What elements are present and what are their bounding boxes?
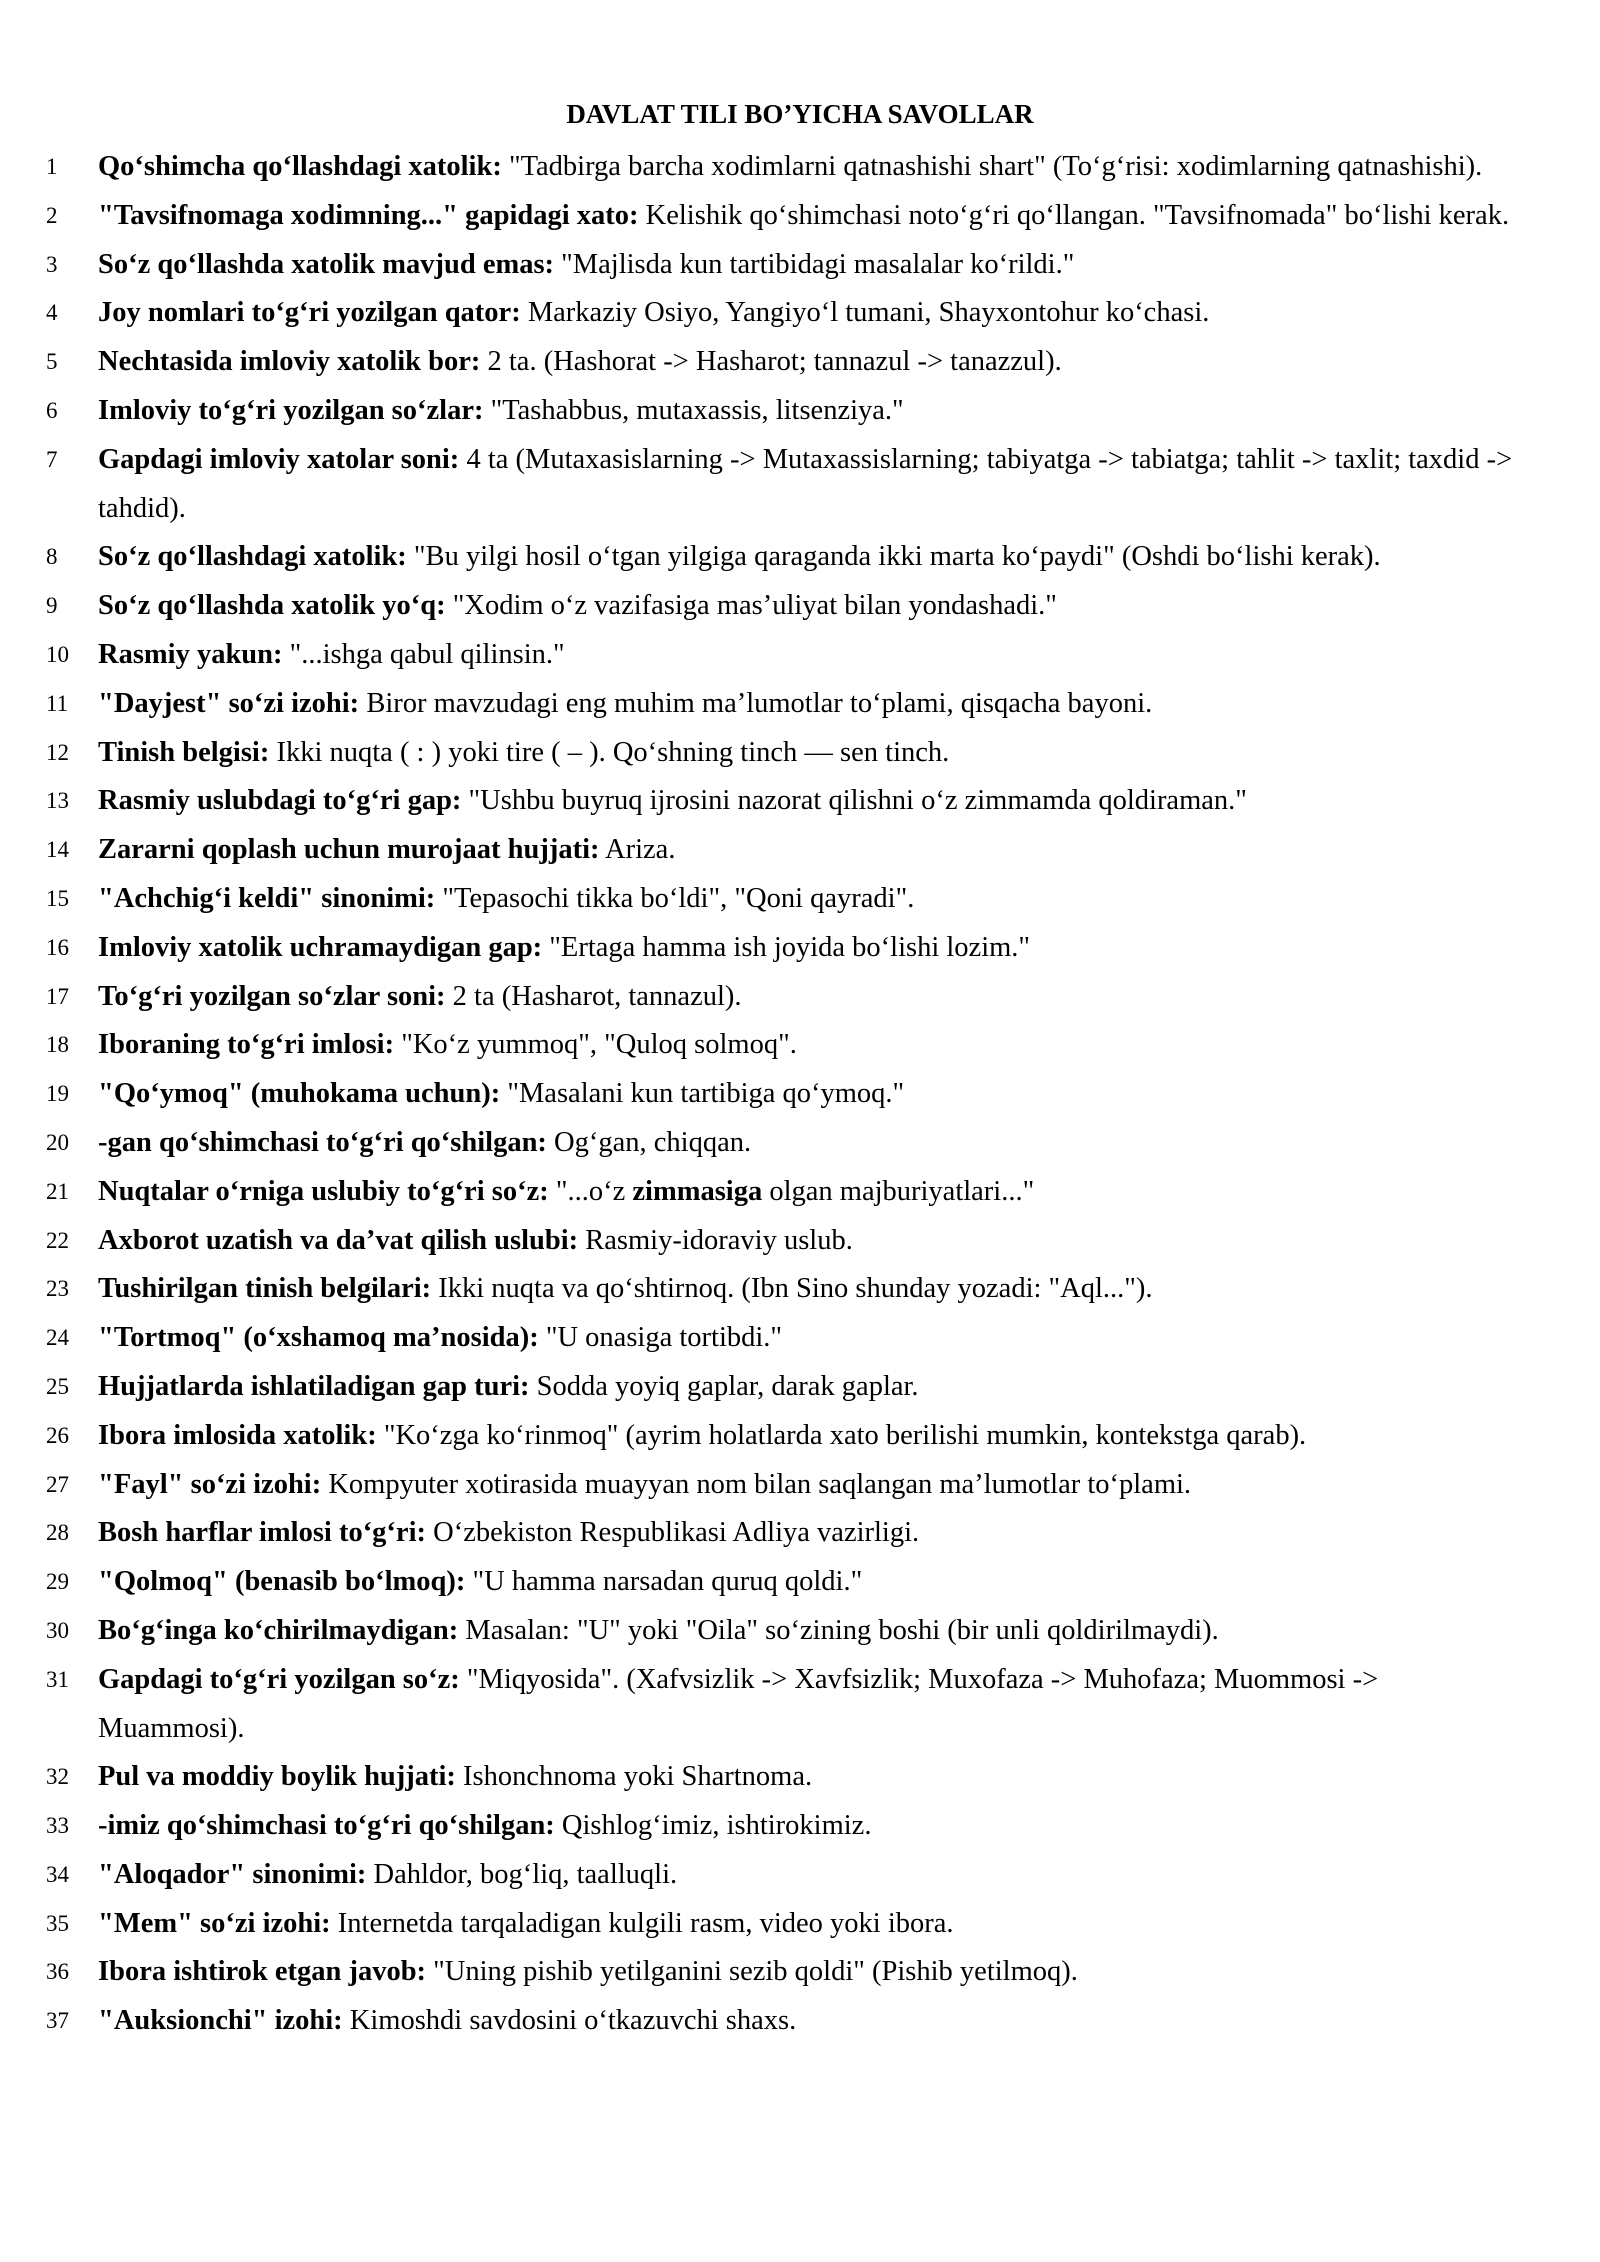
question-answer: "Masalani kun tartibiga qo‘ymoq." — [507, 1078, 905, 1110]
question-item — [46, 1509, 1516, 1558]
question-number: 1 — [46, 154, 58, 179]
question-number: 6 — [46, 397, 58, 423]
question-answer — [556, 1176, 1034, 1207]
question-label: Qo‘shimcha qo‘llashdagi xatolik: — [98, 151, 502, 182]
question-label: Nuqtalar o‘rniga uslubiy to‘g‘ri so‘z: — [98, 1175, 549, 1207]
question-answer: "Ko‘zga ko‘rinmoq" (ayrim holatlarda xato berilishi mumkin, kontekstga qarab). — [383, 1419, 1307, 1451]
question-number: 29 — [46, 1569, 69, 1595]
question-answer: "Ushbu buyruq ijrosini nazorat qilishni o‘z zimmamda qoldiraman." — [468, 785, 1247, 817]
question-number: 34 — [46, 1861, 69, 1887]
question-label: "Tortmoq" (o‘xshamoq ma’nosida): — [98, 1322, 539, 1354]
question-item — [46, 1753, 1516, 1802]
question-answer: "Uning pishib yetilganini sezib qoldi" (Pishib yetilmoq). — [433, 1956, 1078, 1988]
question-answer: Ikki nuqta va qo‘shtirnoq. (Ibn Sino shunday yozadi: "Aql..."). — [438, 1273, 1153, 1305]
question-label: "Aloqador" sinonimi: — [98, 1858, 367, 1890]
question-answer: Masalan: "U" yoki "Oila" so‘zining boshi (bir unli qoldirilmaydi). — [465, 1614, 1219, 1646]
question-label: Ibora imlosida xatolik: — [98, 1419, 377, 1451]
question-item — [46, 1607, 1516, 1656]
question-answer: Ariza. — [605, 834, 676, 866]
question-item — [46, 582, 1516, 631]
question-answer: "Miqyosida". (Xafvsizlik -> Xavfsizlik; Muxofaza -> Muhofaza; Muommosi -> Muammosi). — [98, 1663, 1379, 1744]
question-number: 17 — [46, 983, 69, 1009]
question-item — [46, 680, 1516, 729]
question-number: 24 — [46, 1325, 69, 1351]
question-answer: 2 ta. (Hashorat -> Hasharot; tannazul -> tanazzul). — [487, 346, 1062, 378]
question-label: Nechtasida imloviy xatolik bor: — [98, 346, 481, 378]
question-label: Tinish belgisi: — [98, 736, 270, 768]
question-label: So‘z qo‘llashda xatolik yo‘q: — [98, 590, 446, 622]
question-item — [46, 241, 1516, 290]
question-answer: "Tadbirga barcha xodimlarni qatnashishi shart" (To‘g‘risi: xodimlarning qatnashishi). — [508, 151, 1483, 182]
question-label: Tushirilgan tinish belgilari: — [98, 1273, 432, 1305]
question-answer: "Bu yilgi hosil o‘tgan yilgiga qaraganda ikki marta ko‘paydi" (Oshdi bo‘lishi kerak). — [413, 541, 1381, 573]
question-answer: Kompyuter xotirasida muayyan nom bilan saqlangan ma’lumotlar to‘plami. — [328, 1468, 1192, 1500]
question-label: Axborot uzatish va da’vat qilish uslubi: — [98, 1224, 579, 1256]
question-item — [46, 1997, 1516, 2046]
question-item — [46, 1265, 1516, 1314]
question-item — [46, 875, 1516, 924]
question-answer: "Tepasochi tikka bo‘ldi", "Qoni qayradi". — [442, 882, 915, 914]
question-number: 37 — [46, 2008, 69, 2034]
question-item — [46, 387, 1516, 436]
question-item — [46, 631, 1516, 680]
question-number: 20 — [46, 1129, 69, 1155]
question-number: 26 — [46, 1422, 69, 1448]
question-number: 35 — [46, 1910, 69, 1936]
question-label: -gan qo‘shimchasi to‘g‘ri qo‘shilgan: — [98, 1126, 547, 1158]
question-item — [46, 924, 1516, 973]
question-answer: Markaziy Osiyo, Yangiyo‘l tumani, Shayxontohur ko‘chasi. — [527, 297, 1210, 329]
question-number: 31 — [46, 1666, 69, 1692]
question-answer: Ikki nuqta ( : ) yoki tire ( – ). Qo‘shning tinch — sen tinch. — [276, 736, 950, 768]
question-label: Iboraning to‘g‘ri imlosi: — [98, 1029, 395, 1061]
question-answer: Ishonchnoma yoki Shartnoma. — [463, 1761, 813, 1793]
question-label: -imiz qo‘shimchasi to‘g‘ri qo‘shilgan: — [98, 1810, 555, 1842]
question-item — [46, 1363, 1516, 1412]
question-number: 16 — [46, 934, 69, 960]
question-label: Gapdagi imloviy xatolar soni: — [98, 443, 460, 475]
question-label: Ibora ishtirok etgan javob: — [98, 1956, 427, 1988]
question-label: So‘z qo‘llashdagi xatolik: — [98, 541, 407, 573]
question-item — [46, 826, 1516, 875]
question-label: "Auksionchi" izohi: — [98, 2005, 343, 2037]
question-answer: Internetda tarqaladigan kulgili rasm, video yoki ibora. — [337, 1907, 954, 1939]
question-item — [46, 777, 1516, 826]
question-answer: Qishlog‘imiz, ishtirokimiz. — [561, 1810, 872, 1842]
question-item — [46, 1314, 1516, 1363]
question-number: 18 — [46, 1032, 69, 1058]
question-label: Imloviy to‘g‘ri yozilgan so‘zlar: — [98, 394, 484, 426]
answer-text: olgan majburiyatlari..." — [762, 1175, 1035, 1207]
question-number: 14 — [46, 837, 69, 863]
question-label: "Qo‘ymoq" (muhokama uchun): — [98, 1078, 501, 1110]
question-label: Imloviy xatolik uchramaydigan gap: — [98, 931, 543, 963]
question-number: 22 — [46, 1227, 69, 1253]
question-number: 27 — [46, 1471, 69, 1497]
question-number: 30 — [46, 1617, 69, 1643]
question-answer: Kimoshdi savdosini o‘tkazuvchi shaxs. — [349, 2005, 797, 2037]
question-number: 12 — [46, 739, 69, 765]
question-number: 25 — [46, 1373, 69, 1399]
question-label: "Fayl" so‘zi izohi: — [98, 1468, 322, 1500]
question-number: 19 — [46, 1081, 69, 1107]
question-item — [46, 533, 1516, 582]
question-label: Rasmiy yakun: — [98, 638, 283, 670]
question-answer: Rasmiy-idoraviy uslub. — [585, 1224, 853, 1256]
question-answer: 4 ta (Mutaxasislarning -> Mutaxassislarning; tabiyatga -> tabiatga; tahlit -> taxlit; taxdid -> tahdid). — [98, 443, 1513, 524]
question-answer: "Xodim o‘z vazifasiga mas’uliyat bilan yondashadi." — [452, 590, 1057, 622]
answer-emphasis: zimmasiga — [632, 1175, 763, 1207]
question-label: Hujjatlarda ishlatiladigan gap turi: — [98, 1370, 530, 1402]
question-item — [46, 143, 1516, 192]
question-number: 28 — [46, 1520, 69, 1546]
question-label: Pul va moddiy boylik hujjati: — [98, 1761, 456, 1793]
question-number: 21 — [46, 1178, 69, 1204]
question-item — [46, 338, 1516, 387]
question-item — [46, 1948, 1516, 1997]
question-number: 8 — [46, 544, 58, 570]
question-label: Zararni qoplash uchun murojaat hujjati: — [98, 834, 600, 866]
question-answer: "Ko‘z yummoq", "Quloq solmoq". — [401, 1029, 797, 1061]
question-number: 7 — [46, 446, 58, 472]
question-item — [46, 1656, 1516, 1754]
question-answer: Dahldor, bog‘liq, taalluqli. — [373, 1858, 678, 1890]
question-number: 32 — [46, 1764, 69, 1790]
question-number: 33 — [46, 1813, 69, 1839]
question-item — [46, 1070, 1516, 1119]
question-number: 9 — [46, 593, 58, 619]
question-item — [46, 1558, 1516, 1607]
question-label: Rasmiy uslubdagi to‘g‘ri gap: — [98, 785, 462, 817]
question-label: Gapdagi to‘g‘ri yozilgan so‘z: — [98, 1663, 460, 1695]
question-answer: Sodda yoyiq gaplar, darak gaplar. — [536, 1370, 919, 1402]
question-answer: Og‘gan, chiqqan. — [554, 1126, 752, 1158]
question-item — [46, 729, 1516, 778]
question-answer: Kelishik qo‘shimchasi noto‘g‘ri qo‘llangan. "Tavsifnomada" bo‘lishi kerak. — [645, 199, 1510, 231]
question-item — [46, 1412, 1516, 1461]
question-answer: 2 ta (Hasharot, tannazul). — [452, 980, 742, 1012]
question-item — [46, 1461, 1516, 1510]
question-number: 5 — [46, 349, 58, 375]
question-answer: "Ertaga hamma ish joyida bo‘lishi lozim." — [549, 931, 1031, 963]
question-answer: "Tashabbus, mutaxassis, litsenziya." — [490, 394, 904, 426]
question-item — [46, 1168, 1516, 1217]
question-label: Joy nomlari to‘g‘ri yozilgan qator: — [98, 297, 521, 329]
question-item — [46, 973, 1516, 1022]
question-label: So‘z qo‘llashda xatolik mavjud emas: — [98, 248, 555, 280]
question-answer: "U hamma narsadan quruq qoldi." — [472, 1566, 863, 1598]
question-number: 36 — [46, 1959, 69, 1985]
question-number: 3 — [46, 251, 58, 277]
question-answer: "Majlisda kun tartibidagi masalalar ko‘rildi." — [561, 248, 1075, 280]
question-item — [46, 192, 1516, 241]
question-item — [46, 1802, 1516, 1851]
question-label: To‘g‘ri yozilgan so‘zlar soni: — [98, 980, 446, 1012]
document-title: DAVLAT TILI BO’YICHA SAVOLLAR — [566, 99, 1034, 129]
question-item — [46, 1119, 1516, 1168]
question-number: 13 — [46, 788, 69, 814]
question-label: "Mem" so‘zi izohi: — [98, 1907, 331, 1939]
question-label: Bo‘g‘inga ko‘chirilmaydigan: — [98, 1614, 459, 1646]
question-label: "Tavsifnomaga xodimning..." gapidagi xato: — [98, 199, 639, 231]
question-item — [46, 1021, 1516, 1070]
question-item — [46, 1851, 1516, 1900]
answer-text: "...o‘z — [555, 1175, 633, 1207]
question-label: "Dayjest" so‘zi izohi: — [98, 687, 360, 719]
question-answer: "...ishga qabul qilinsin." — [289, 638, 565, 670]
question-number: 10 — [46, 641, 69, 667]
question-label: "Achchig‘i keldi" sinonimi: — [98, 882, 436, 914]
question-label: Bosh harflar imlosi to‘g‘ri: — [98, 1517, 426, 1549]
question-number: 4 — [46, 300, 58, 326]
question-item — [46, 289, 1516, 338]
question-number: 11 — [46, 690, 69, 716]
question-number: 23 — [46, 1276, 69, 1302]
question-item — [46, 436, 1516, 534]
question-number: 15 — [46, 885, 69, 911]
question-label: "Qolmoq" (benasib bo‘lmoq): — [98, 1566, 466, 1598]
question-answer: Biror mavzudagi eng muhim ma’lumotlar to‘plami, qisqacha bayoni. — [366, 687, 1153, 719]
question-item — [46, 1900, 1516, 1949]
question-answer: O‘zbekiston Respublikasi Adliya vazirligi. — [433, 1517, 920, 1549]
question-item — [46, 1217, 1516, 1266]
question-number: 2 — [46, 202, 58, 228]
question-list — [46, 143, 1516, 2046]
question-answer: "U onasiga tortibdi." — [545, 1322, 783, 1354]
